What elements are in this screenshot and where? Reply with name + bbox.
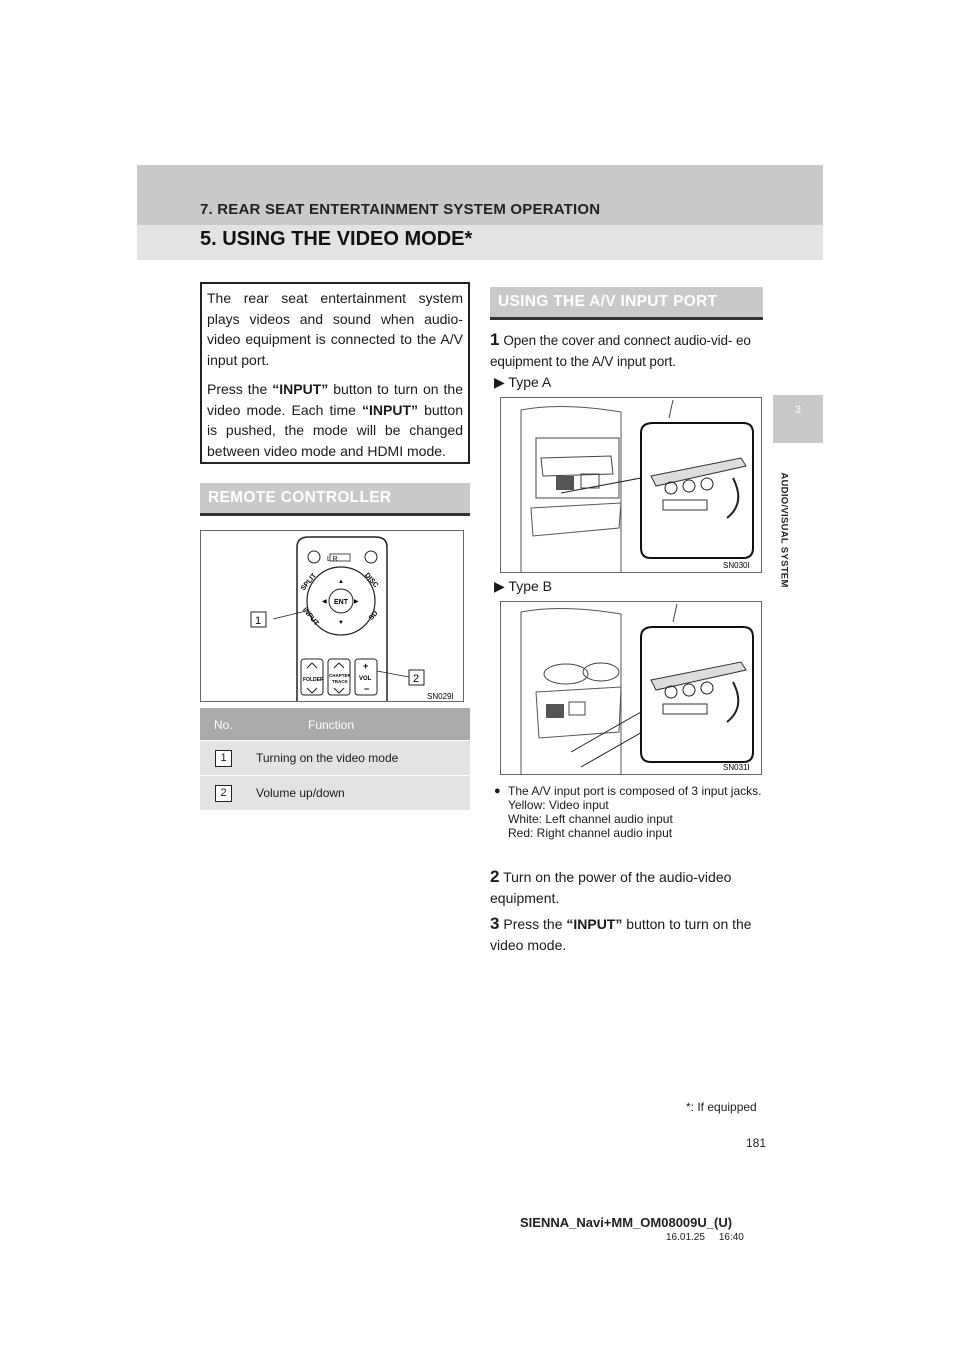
step-1 <box>490 330 765 372</box>
type-b-drawing <box>501 602 762 775</box>
note-lead: The A/V input port is composed of 3 input jacks. <box>508 784 762 798</box>
type-a-label <box>494 374 551 391</box>
type-a-drawing <box>501 398 762 573</box>
table-row <box>200 740 470 775</box>
type-b-illustration <box>500 601 762 775</box>
step-text: Press the <box>503 916 567 932</box>
type-a-illustration <box>500 397 762 573</box>
intro-text: button is pushed, the mode will be changed between video mode and HDMI mode. <box>207 401 463 459</box>
folder-label: FOLDER <box>303 677 324 683</box>
jack-note <box>494 784 766 840</box>
step-text: button to turn on the video mode. <box>490 916 752 953</box>
callout-2: 2 <box>413 673 420 685</box>
svg-text:▼: ▼ <box>338 620 344 626</box>
figure-code: SN029I <box>427 692 454 701</box>
type-b-label <box>494 578 552 595</box>
chapter-tab <box>773 395 823 443</box>
input-keyword: “INPUT” <box>362 401 418 418</box>
type-b-text: Type B <box>508 578 553 594</box>
if-equipped-note: *: If equipped <box>686 1100 757 1114</box>
remote-controller-heading-text: REMOTE CONTROLLER <box>208 489 392 506</box>
intro-text: button to turn on the video mode. Each time <box>207 381 463 418</box>
av-input-heading-text: USING THE A/V INPUT PORT <box>498 293 718 310</box>
enter-label: ENT <box>334 599 348 606</box>
page-title: 5. USING THE VIDEO MODE* <box>200 228 473 250</box>
table-row <box>200 775 470 810</box>
figure-code: SN030I <box>723 561 750 570</box>
track-label: TRACK <box>332 679 348 684</box>
remote-controller-drawing <box>201 531 464 702</box>
type-a-text: Type A <box>508 374 552 390</box>
chapter-label <box>772 450 796 610</box>
intro-text: Press the <box>207 381 273 397</box>
section-heading: 7. REAR SEAT ENTERTAINMENT SYSTEM OPERATION <box>200 201 601 218</box>
chapter-label: CHAPTER <box>329 673 351 678</box>
col-no: No. <box>214 718 233 732</box>
step-3 <box>490 913 765 956</box>
input-label: INPUT <box>300 606 320 628</box>
svg-text:▲: ▲ <box>338 579 344 585</box>
svg-text:−: − <box>364 684 370 694</box>
bullet-arrow-icon: ▶ <box>494 374 505 390</box>
step-text: Open the cover and connect audio-vid- eo equipment to the A/V input port. <box>490 333 751 369</box>
col-function: Function <box>308 718 355 732</box>
step-number: 2 <box>490 867 500 886</box>
intro-paragraph-2 <box>207 379 463 461</box>
remote-controller-heading <box>200 483 470 516</box>
step-number: 3 <box>490 914 500 933</box>
chapter-number: 3 <box>794 404 802 416</box>
bullet-icon: ● <box>494 785 501 797</box>
disc-label: DISC <box>363 571 380 590</box>
sd-label: SD <box>367 609 380 622</box>
step-2 <box>490 866 765 909</box>
bullet-arrow-icon: ▶ <box>494 578 505 594</box>
vol-label: VOL <box>359 676 372 682</box>
callout-1: 1 <box>255 615 262 627</box>
lr-label: L R <box>327 556 338 563</box>
document-id: SIENNA_Navi+MM_OM08009U_(U) <box>520 1215 733 1230</box>
svg-text:+: + <box>363 661 369 671</box>
remote-controller-illustration <box>200 530 464 702</box>
row-number: 1 <box>215 750 232 767</box>
row-function: Volume up/down <box>256 786 345 800</box>
svg-text:▶: ▶ <box>354 599 359 605</box>
note-line: Red: Right channel audio input <box>508 826 673 840</box>
step-number: 1 <box>490 330 500 349</box>
svg-text:◀: ◀ <box>322 599 327 605</box>
av-input-heading <box>490 287 763 320</box>
print-timestamp: 16.01.25 16:40 <box>666 1232 744 1243</box>
input-keyword: “INPUT” <box>566 916 623 932</box>
intro-paragraph-1: The rear seat entertainment system plays videos and sound when audio-video equipment is connected to the A/V input port. <box>207 290 463 368</box>
step-text: Turn on the power of the audio-video equipment. <box>490 869 732 906</box>
table-header <box>200 708 470 740</box>
figure-code: SN031I <box>723 763 750 772</box>
row-number: 2 <box>215 785 232 802</box>
page-number: 181 <box>746 1136 767 1150</box>
note-line: White: Left channel audio input <box>508 812 673 826</box>
input-keyword: “INPUT” <box>272 381 329 397</box>
chapter-label-text: AUDIO/VISUAL SYSTEM <box>778 472 790 588</box>
note-line: Yellow: Video input <box>508 798 609 812</box>
split-label: SPLIT <box>299 572 319 593</box>
function-table <box>200 708 470 810</box>
intro-box <box>200 282 470 464</box>
row-function: Turning on the video mode <box>256 751 399 765</box>
